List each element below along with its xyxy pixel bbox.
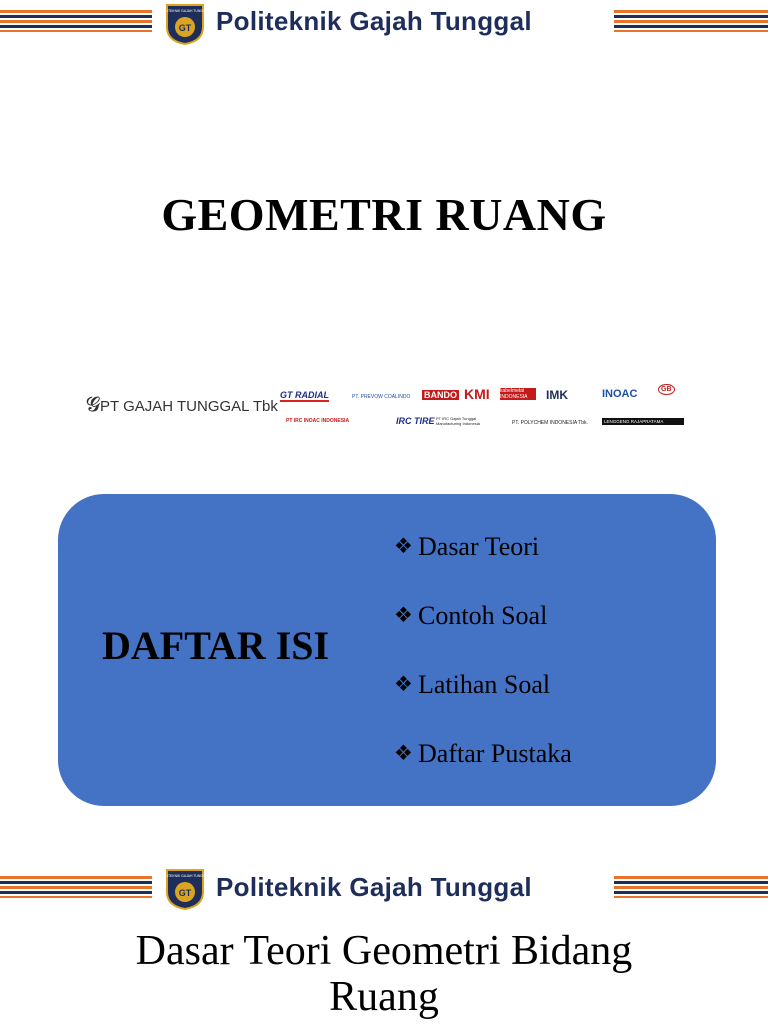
logo-bando: BANDO <box>424 390 457 400</box>
toc-item-label: Daftar Pustaka <box>418 739 572 768</box>
logo-inoac: INOAC <box>602 388 638 400</box>
right-stripes <box>614 10 768 34</box>
toc-item-label: Contoh Soal <box>418 601 548 630</box>
toc-item-label: Dasar Teori <box>418 532 540 561</box>
crest-mark: GT <box>178 888 192 898</box>
diamond-bullet-icon: ❖ <box>394 741 413 765</box>
sponsor-logos <box>80 380 688 436</box>
logo-kmi: KMI <box>464 386 490 402</box>
toc-heading: DAFTAR ISI <box>102 623 330 668</box>
next-slide-title-line2: Ruang <box>329 974 439 1020</box>
page-title: GEOMETRI RUANG <box>161 189 607 240</box>
toc-item-label: Latihan Soal <box>418 670 551 699</box>
logo-irc-inoac: PT IRC INOAC INDONESIA <box>286 418 350 424</box>
toc-item[interactable] <box>394 670 572 739</box>
left-stripes <box>0 876 152 900</box>
gt-logo: 𝓖PT GAJAH TUNGGAL Tbk <box>86 394 278 416</box>
logo-imk: IMK <box>546 388 568 402</box>
logo-gt-radial: GT RADIAL <box>280 390 329 400</box>
brand-name: Politeknik Gajah Tunggal <box>216 872 532 902</box>
crest-text: POLITEKNIK GAJAH TUNGGAL <box>160 9 210 13</box>
logo-lenggeng: LENGGENG RAJAPRATAMA <box>602 418 684 425</box>
crest-text: POLITEKNIK GAJAH TUNGGAL <box>160 874 210 878</box>
logo-prevow: PT. PREVOW COALINDO <box>352 394 411 400</box>
header-banner <box>0 0 768 48</box>
brand-name: Politeknik Gajah Tunggal <box>216 6 532 36</box>
crest-icon <box>160 1 210 45</box>
toc-item[interactable] <box>394 532 572 601</box>
footer-banner <box>0 864 768 912</box>
toc-item[interactable] <box>394 601 572 670</box>
logo-irc-tire: IRC TIRE <box>396 416 435 426</box>
crest-mark: GT <box>178 23 192 33</box>
logo-irc-gajah-tunggal: PT IRC Gajah Tunggal Manufacturing Indonesia <box>436 416 480 426</box>
logo-kabelmetal: kabelmetal INDONESIA <box>500 388 536 400</box>
diamond-bullet-icon: ❖ <box>394 672 413 696</box>
toc-list <box>394 532 572 808</box>
diamond-bullet-icon: ❖ <box>394 603 413 627</box>
next-slide-title-line1: Dasar Teori Geometri Bidang <box>135 928 633 974</box>
crest-icon <box>160 866 210 910</box>
gt-mark-icon: 𝓖 <box>86 394 101 416</box>
next-slide-title <box>0 928 768 1020</box>
logo-polychem: PT. POLYCHEM INDONESIA Tbk. <box>512 420 588 426</box>
left-stripes <box>0 10 152 34</box>
diamond-bullet-icon: ❖ <box>394 534 413 558</box>
logo-gb: GB <box>658 384 675 395</box>
toc-item[interactable] <box>394 739 572 808</box>
right-stripes <box>614 876 768 900</box>
